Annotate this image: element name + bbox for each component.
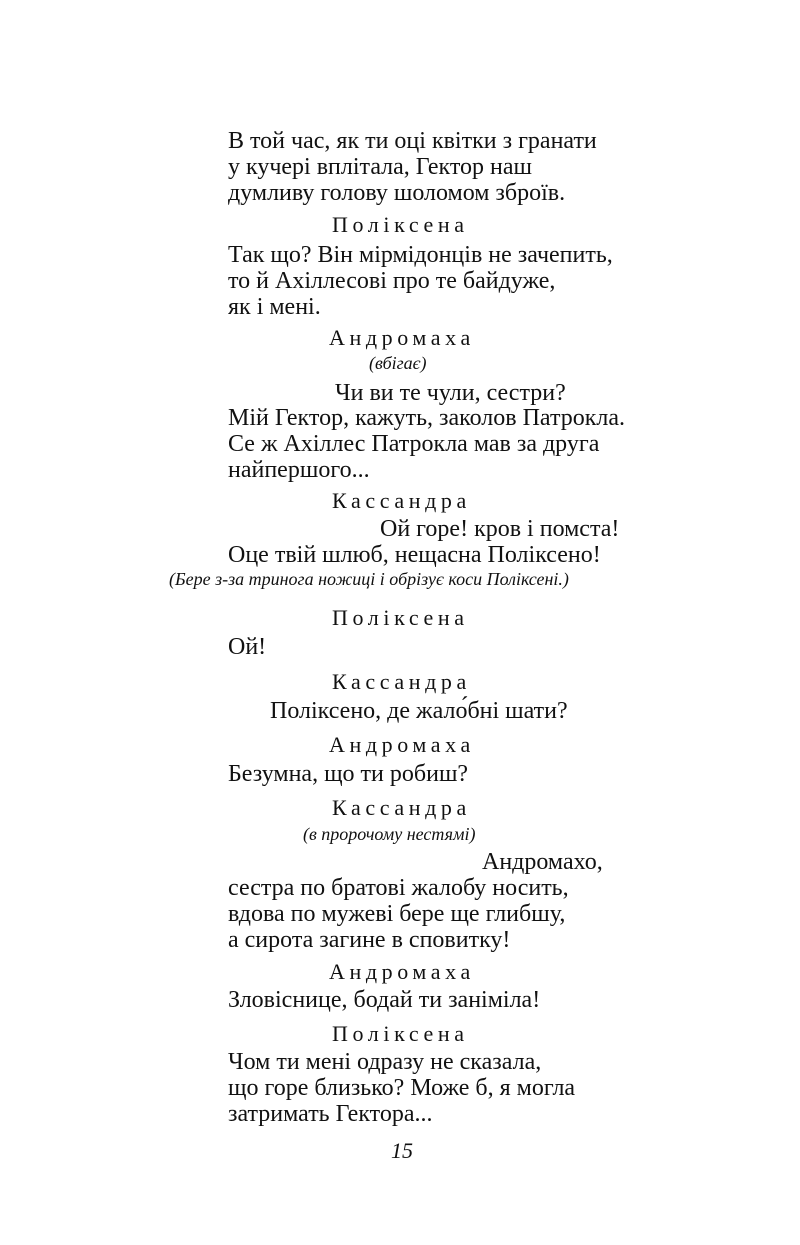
speaker-name: Кассандра — [332, 488, 471, 513]
speaker-name: Андромаха — [329, 959, 475, 984]
verse-line: сестра по братові жалобу носить, — [228, 875, 569, 901]
speaker-name: Андромаха — [329, 325, 475, 350]
verse-line: а сирота загине в сповитку! — [228, 927, 511, 953]
stage-direction: (в пророчому нестямі) — [303, 824, 476, 844]
stage-direction: (Бере з-за тринога ножиці і обрізує коси Поліксені.) — [169, 569, 569, 589]
verse-line: В той час, як ти оці квітки з гранати — [228, 128, 597, 154]
verse-line: Ой! — [228, 634, 267, 660]
verse-line: Оце твій шлюб, нещасна Поліксено! — [228, 542, 601, 568]
verse-line: то й Ахіллесові про те байдуже, — [228, 268, 556, 294]
verse-line: Мій Гектор, кажуть, заколов Патрокла. — [228, 405, 626, 431]
verse-line: затримать Гектора... — [228, 1101, 433, 1127]
page-number: 15 — [391, 1138, 413, 1163]
speaker-name: Поліксена — [332, 212, 469, 237]
verse-line: Так що? Він мірмідонців не зачепить, — [228, 242, 613, 268]
verse-line: Чи ви те чули, сестри? — [335, 380, 566, 406]
speaker-name: Кассандра — [332, 795, 471, 820]
speaker-name: Поліксена — [332, 1021, 469, 1046]
verse-line: Поліксено, де жало́бні шати? — [270, 698, 568, 724]
verse-line: вдова по мужеві бере ще глибшу, — [228, 901, 566, 927]
verse-line: думливу голову шоломом зброїв. — [228, 180, 566, 206]
verse-line: що горе близько? Може б, я могла — [228, 1075, 576, 1101]
verse-line: у кучері вплітала, Гектор наш — [228, 154, 532, 180]
verse-line: як і мені. — [228, 294, 321, 320]
verse-line: Се ж Ахіллес Патрокла мав за друга — [228, 431, 600, 457]
verse-line: Безумна, що ти робиш? — [228, 761, 469, 787]
speaker-name: Кассандра — [332, 669, 471, 694]
verse-line: Зловіснице, бодай ти заніміла! — [228, 987, 541, 1013]
verse-line: найпершого... — [228, 457, 370, 483]
verse-line: Ой горе! кров і помста! — [380, 516, 620, 542]
verse-line: Чом ти мені одразу не сказала, — [228, 1049, 542, 1075]
stage-direction: (вбігає) — [369, 353, 427, 373]
speaker-name: Поліксена — [332, 605, 469, 630]
verse-line: Андромахо, — [482, 849, 603, 875]
speaker-name: Андромаха — [329, 732, 475, 757]
